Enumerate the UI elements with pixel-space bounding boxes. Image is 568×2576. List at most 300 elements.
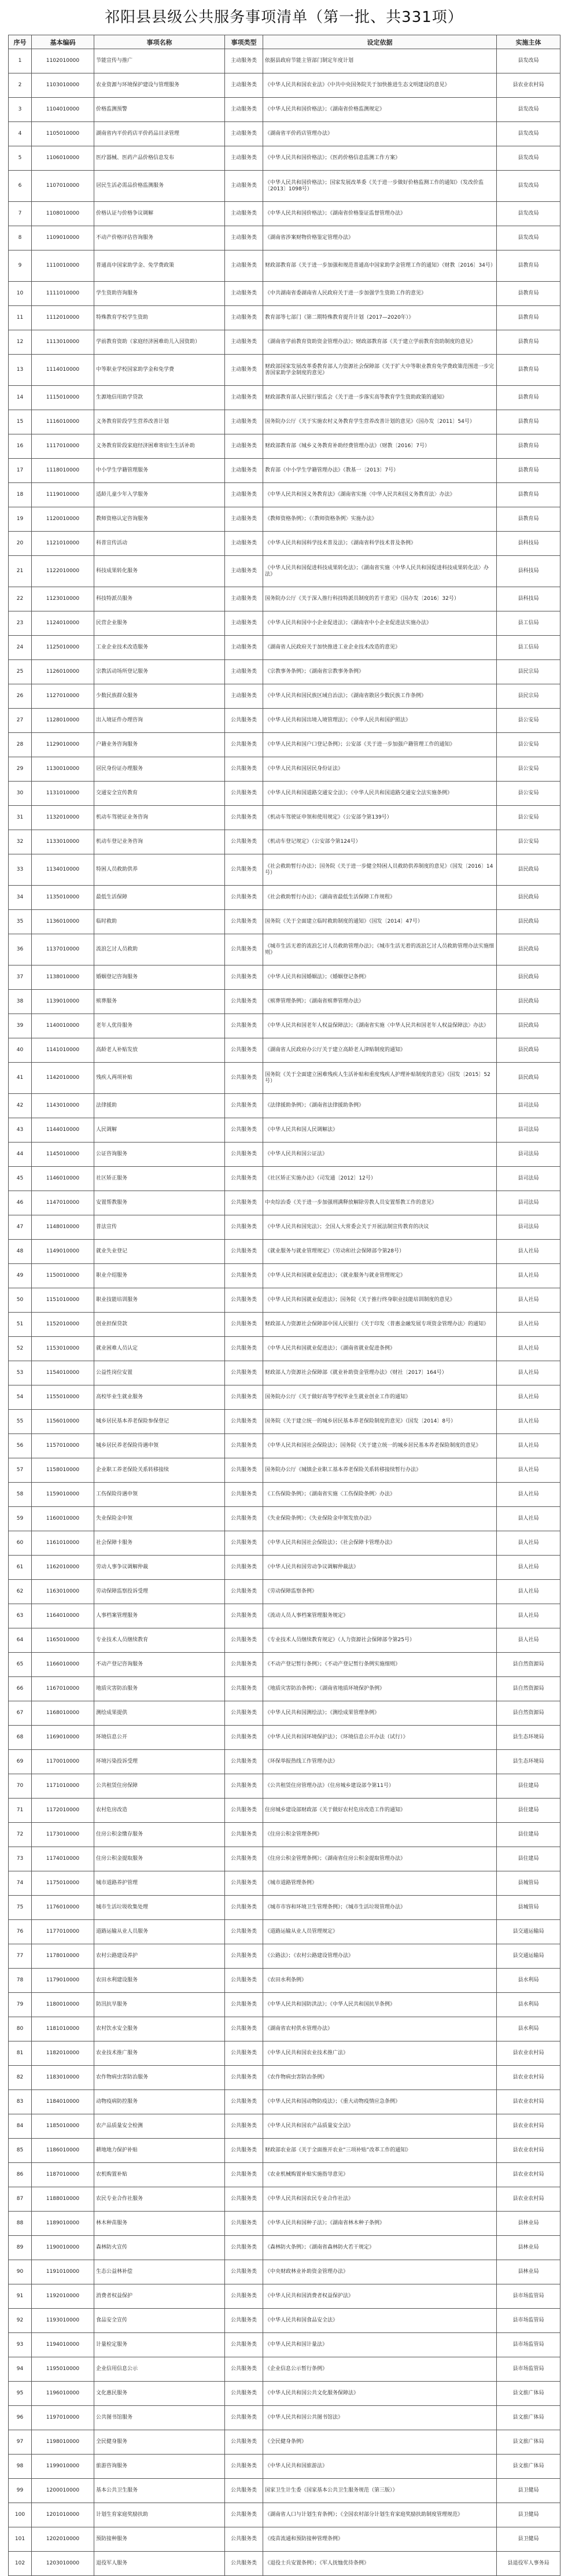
cell-item-name: 农田水利建设服务 — [94, 1969, 225, 1993]
cell-agency: 县司法局 — [497, 1215, 560, 1240]
table-row — [9, 2236, 560, 2260]
cell-item-name: 公益性岗位安置 — [94, 1361, 225, 1385]
cell-item-type: 公共服务类 — [225, 2382, 263, 2406]
cell-item-type: 主动服务类 — [225, 226, 263, 250]
cell-basis: 财政部教育部《关于进一步加强和规范普通高中国家助学金管理工作的通知》（财教〔2016〕34号） — [263, 250, 497, 282]
cell-code: 1203010000 — [32, 2552, 94, 2576]
cell-item-type: 公共服务类 — [225, 854, 263, 886]
table-row — [9, 1628, 560, 1653]
cell-seq: 20 — [9, 532, 32, 556]
cell-seq: 98 — [9, 2455, 32, 2479]
cell-item-name: 价格监测预警 — [94, 98, 225, 122]
cell-seq: 32 — [9, 830, 32, 854]
table-row — [9, 122, 560, 146]
cell-seq: 6 — [9, 171, 32, 202]
cell-code: 1161010000 — [32, 1531, 94, 1556]
table-row — [9, 386, 560, 410]
cell-seq: 80 — [9, 2017, 32, 2041]
cell-item-type: 主动服务类 — [225, 73, 263, 98]
cell-basis: 财政部人力资源社会保障部《就业补助资金管理办法》（财社〔2017〕164号） — [263, 1361, 497, 1385]
table-row — [9, 1264, 560, 1288]
cell-code: 1146010000 — [32, 1167, 94, 1191]
cell-code: 1108010000 — [32, 202, 94, 226]
cell-item-name: 不动产登记咨询服务 — [94, 1653, 225, 1677]
cell-seq: 29 — [9, 757, 32, 782]
cell-item-name: 全民健身服务 — [94, 2430, 225, 2455]
cell-code: 1155010000 — [32, 1385, 94, 1410]
cell-item-type: 主动服务类 — [225, 98, 263, 122]
table-row — [9, 1288, 560, 1313]
cell-item-name: 残疾人两项补贴 — [94, 1063, 225, 1094]
cell-code: 1174010000 — [32, 1847, 94, 1871]
cell-basis: 国务院办公厅《关于深入推行科技特派员制度的若干意见》（国办发〔2016〕32号） — [263, 587, 497, 611]
cell-item-name: 安置帮教服务 — [94, 1191, 225, 1215]
cell-item-type: 公共服务类 — [225, 2066, 263, 2090]
cell-basis: 《湖南省涉案财物价格鉴定管理办法》 — [263, 226, 497, 250]
cell-item-type: 公共服务类 — [225, 1038, 263, 1063]
cell-code: 1132010000 — [32, 806, 94, 830]
cell-item-type: 公共服务类 — [225, 2503, 263, 2527]
cell-basis: 《中华人民共和国价格法》；《医药价格信息监测工作方案》 — [263, 146, 497, 171]
cell-item-type: 公共服务类 — [225, 2090, 263, 2114]
cell-item-type: 公共服务类 — [225, 965, 263, 990]
cell-item-type: 公共服务类 — [225, 1799, 263, 1823]
cell-item-type: 主动服务类 — [225, 410, 263, 434]
cell-item-type: 公共服务类 — [225, 2236, 263, 2260]
cell-agency: 县民政局 — [497, 934, 560, 965]
table-row — [9, 886, 560, 910]
cell-basis: 中央综治委《关于进一步加强刑满释放解除劳教人员安置帮教工作的意见》 — [263, 1191, 497, 1215]
cell-code: 1128010000 — [32, 709, 94, 733]
cell-basis: 《湖南省学前教育资助资金管理办法》；财政部教育部《关于建立学前教育资助制度的意见》 — [263, 330, 497, 355]
cell-item-name: 住房公积金缴存服务 — [94, 1823, 225, 1847]
cell-item-type: 公共服务类 — [225, 1993, 263, 2017]
cell-agency: 县发改局 — [497, 171, 560, 202]
cell-agency: 县公安局 — [497, 806, 560, 830]
cell-seq: 66 — [9, 1677, 32, 1701]
cell-item-name: 老年人优待服务 — [94, 1014, 225, 1038]
cell-agency: 县人社局 — [497, 1604, 560, 1628]
table-row — [9, 2066, 560, 2090]
cell-item-name: 普通高中国家助学金、免学费政策 — [94, 250, 225, 282]
cell-code: 1119010000 — [32, 483, 94, 507]
cell-item-type: 公共服务类 — [225, 1604, 263, 1628]
cell-agency: 县人社局 — [497, 1410, 560, 1434]
cell-item-type: 公共服务类 — [225, 1726, 263, 1750]
cell-agency: 县教育局 — [497, 459, 560, 483]
cell-agency: 县人社局 — [497, 1313, 560, 1337]
table-row — [9, 934, 560, 965]
table-row — [9, 2139, 560, 2163]
cell-seq: 28 — [9, 733, 32, 757]
cell-basis: 《中华人民共和国民族区域自治法》；《湖南省散居少数民族工作条例》 — [263, 684, 497, 709]
table-row — [9, 1531, 560, 1556]
cell-seq: 36 — [9, 934, 32, 965]
cell-code: 1137010000 — [32, 934, 94, 965]
cell-agency: 县教育局 — [497, 410, 560, 434]
cell-seq: 51 — [9, 1313, 32, 1337]
cell-seq: 99 — [9, 2479, 32, 2503]
cell-item-type: 主动服务类 — [225, 459, 263, 483]
cell-seq: 78 — [9, 1969, 32, 1993]
cell-item-name: 食品安全宣传 — [94, 2309, 225, 2333]
cell-agency: 县科技局 — [497, 532, 560, 556]
cell-seq: 91 — [9, 2284, 32, 2309]
cell-code: 1193010000 — [32, 2309, 94, 2333]
cell-agency: 县自然资源局 — [497, 1701, 560, 1726]
cell-item-type: 主动服务类 — [225, 282, 263, 306]
cell-item-type: 主动服务类 — [225, 49, 263, 73]
cell-seq: 93 — [9, 2333, 32, 2357]
cell-agency: 县民政局 — [497, 1063, 560, 1094]
cell-item-type: 主动服务类 — [225, 202, 263, 226]
table-row — [9, 2333, 560, 2357]
cell-basis: 《中华人民共和国价格法》；国家发展改革委《关于进一步做好价格监测工作的通知》（发改价监〔2013〕1098号） — [263, 171, 497, 202]
cell-seq: 38 — [9, 990, 32, 1014]
cell-code: 1106010000 — [32, 146, 94, 171]
cell-agency: 县自然资源局 — [497, 1677, 560, 1701]
table-row — [9, 532, 560, 556]
table-row — [9, 1014, 560, 1038]
table-row — [9, 587, 560, 611]
cell-agency: 县发改局 — [497, 98, 560, 122]
cell-agency: 县水利局 — [497, 2017, 560, 2041]
cell-basis: 《中华人民共和国促进科技成果转化法》；《湖南省实施〈中华人民共和国促进科技成果转化法〉办法》 — [263, 556, 497, 587]
cell-basis: 《湖南省人民政府关于加快推进工业企业技术改造的意见》 — [263, 636, 497, 660]
cell-agency: 县民政局 — [497, 965, 560, 990]
cell-item-name: 城乡居民养老保险待遇申领 — [94, 1434, 225, 1458]
table-row — [9, 1653, 560, 1677]
table-row — [9, 1191, 560, 1215]
cell-basis: 《企业信息公示暂行条例》 — [263, 2357, 497, 2382]
table-row — [9, 1337, 560, 1361]
cell-seq: 96 — [9, 2406, 32, 2430]
cell-basis: 《疫苗流通和预防接种管理条例》 — [263, 2527, 497, 2552]
cell-item-type: 公共服务类 — [225, 1774, 263, 1799]
cell-item-type: 公共服务类 — [225, 709, 263, 733]
cell-code: 1197010000 — [32, 2406, 94, 2430]
cell-code: 1148010000 — [32, 1215, 94, 1240]
cell-item-type: 主动服务类 — [225, 611, 263, 636]
cell-item-type: 公共服务类 — [225, 2187, 263, 2212]
cell-agency: 县人社局 — [497, 1458, 560, 1483]
cell-seq: 72 — [9, 1823, 32, 1847]
cell-item-type: 主动服务类 — [225, 587, 263, 611]
cell-agency: 县人社局 — [497, 1240, 560, 1264]
cell-agency: 县民政局 — [497, 886, 560, 910]
cell-seq: 42 — [9, 1094, 32, 1118]
cell-basis: 国务院办公厅《关于实施农村义务教育学生营养改善计划的意见》（国办发〔2011〕54号） — [263, 410, 497, 434]
cell-agency: 县教育局 — [497, 386, 560, 410]
cell-item-type: 主动服务类 — [225, 636, 263, 660]
cell-agency: 县发改局 — [497, 146, 560, 171]
cell-item-name: 出入境证件办理咨询 — [94, 709, 225, 733]
cell-basis: 《中华人民共和国测绘法》；《测绘成果管理条例》 — [263, 1701, 497, 1726]
cell-basis: 《农业机械购置补贴实施指导意见》 — [263, 2163, 497, 2187]
cell-agency: 县农业农村局 — [497, 2090, 560, 2114]
cell-basis: 《中华人民共和国农民专业合作社法》 — [263, 2187, 497, 2212]
cell-item-name: 耕地地力保护补贴 — [94, 2139, 225, 2163]
cell-seq: 26 — [9, 684, 32, 709]
cell-basis: 国务院《关于全面建立临时救助制度的通知》（国发〔2014〕47号） — [263, 910, 497, 934]
cell-seq: 74 — [9, 1871, 32, 1896]
cell-agency: 县发改局 — [497, 226, 560, 250]
cell-agency: 县农业农村局 — [497, 2163, 560, 2187]
cell-item-type: 公共服务类 — [225, 2309, 263, 2333]
cell-agency: 县教育局 — [497, 483, 560, 507]
cell-item-name: 公共租赁住房保障 — [94, 1774, 225, 1799]
table-row — [9, 2260, 560, 2284]
cell-agency: 县生态环境局 — [497, 1750, 560, 1774]
cell-code: 1189010000 — [32, 2212, 94, 2236]
cell-item-name: 劳动人事争议调解仲裁 — [94, 1556, 225, 1580]
cell-item-type: 主动服务类 — [225, 507, 263, 532]
cell-code: 1175010000 — [32, 1871, 94, 1896]
cell-item-type: 公共服务类 — [225, 1361, 263, 1385]
cell-basis: 《中华人民共和国就业促进法》；国务院《关于推行终身职业技能培训制度的意见》 — [263, 1288, 497, 1313]
cell-basis: 《中华人民共和国消费者权益保护法》 — [263, 2284, 497, 2309]
cell-basis: 《中华人民共和国老年人权益保障法》；《湖南省实施〈中华人民共和国老年人权益保障法〉办法》 — [263, 1014, 497, 1038]
cell-code: 1194010000 — [32, 2333, 94, 2357]
cell-code: 1131010000 — [32, 782, 94, 806]
cell-basis: 国务院办公厅《关于做好高等学校毕业生就业创业工作的通知》 — [263, 1385, 497, 1410]
table-row — [9, 1118, 560, 1143]
cell-item-name: 城乡居民基本养老保险参保登记 — [94, 1410, 225, 1434]
cell-code: 1191010000 — [32, 2260, 94, 2284]
cell-code: 1199010000 — [32, 2455, 94, 2479]
cell-agency: 县科技局 — [497, 556, 560, 587]
cell-code: 1123010000 — [32, 587, 94, 611]
cell-item-name: 公共图书馆服务 — [94, 2406, 225, 2430]
table-row — [9, 830, 560, 854]
cell-item-type: 公共服务类 — [225, 2163, 263, 2187]
table-row — [9, 910, 560, 934]
table-row — [9, 2455, 560, 2479]
cell-basis: 《社会救助暂行办法》；《湖南省最低生活保障工作规程》 — [263, 886, 497, 910]
cell-item-name: 职业技能培训服务 — [94, 1288, 225, 1313]
cell-code: 1169010000 — [32, 1726, 94, 1750]
cell-code: 1147010000 — [32, 1191, 94, 1215]
cell-item-name: 农村危房改造 — [94, 1799, 225, 1823]
cell-item-name: 法律援助 — [94, 1094, 225, 1118]
cell-item-type: 公共服务类 — [225, 1653, 263, 1677]
cell-seq: 3 — [9, 98, 32, 122]
table-row — [9, 1799, 560, 1823]
cell-code: 1129010000 — [32, 733, 94, 757]
cell-basis: 《地质灾害防治条例》；《湖南省地质环境保护条例》 — [263, 1677, 497, 1701]
cell-basis: 《就业服务与就业管理规定》（劳动和社会保障部令第28号） — [263, 1240, 497, 1264]
cell-item-name: 测绘成果提供 — [94, 1701, 225, 1726]
cell-code: 1117010000 — [32, 434, 94, 459]
cell-basis: 《住房公积金管理条例》；《湖南省住房公积金提取管理办法》 — [263, 1847, 497, 1871]
cell-seq: 67 — [9, 1701, 32, 1726]
cell-seq: 77 — [9, 1944, 32, 1969]
cell-item-type: 公共服务类 — [225, 1556, 263, 1580]
cell-basis: 《中华人民共和国就业促进法》；《湖南省就业促进条例》 — [263, 1337, 497, 1361]
cell-seq: 8 — [9, 226, 32, 250]
cell-basis: 《中华人民共和国人民调解法》 — [263, 1118, 497, 1143]
cell-code: 1167010000 — [32, 1677, 94, 1701]
cell-code: 1122010000 — [32, 556, 94, 587]
cell-basis: 《中华人民共和国居民身份证法》 — [263, 757, 497, 782]
cell-code: 1179010000 — [32, 1969, 94, 1993]
cell-seq: 57 — [9, 1458, 32, 1483]
table-body — [9, 49, 560, 2576]
cell-item-name: 民营企业服务 — [94, 611, 225, 636]
cell-agency: 县民宗局 — [497, 660, 560, 684]
cell-code: 1138010000 — [32, 965, 94, 990]
cell-basis: 《中华人民共和国旅游法》 — [263, 2455, 497, 2479]
cell-agency: 县司法局 — [497, 1167, 560, 1191]
cell-item-name: 退役军人服务 — [94, 2552, 225, 2576]
cell-basis: 国务院《关于建立统一的城乡居民基本养老保险制度的意见》（国发〔2014〕8号） — [263, 1410, 497, 1434]
cell-agency: 县公安局 — [497, 757, 560, 782]
cell-item-type: 公共服务类 — [225, 1167, 263, 1191]
cell-item-name: 生源地信用助学贷款 — [94, 386, 225, 410]
cell-item-name: 环境信息公开 — [94, 1726, 225, 1750]
cell-basis: 《中华人民共和国道路交通安全法》；《中华人民共和国道路交通安全法实施条例》 — [263, 782, 497, 806]
cell-agency: 县民政局 — [497, 854, 560, 886]
cell-seq: 75 — [9, 1896, 32, 1920]
cell-item-name: 机动车驾驶证业务咨询 — [94, 806, 225, 830]
cell-basis: 《中华人民共和国社会保险法》；国务院《关于建立统一的城乡居民基本养老保险制度的意见》 — [263, 1434, 497, 1458]
cell-seq: 87 — [9, 2187, 32, 2212]
cell-item-type: 公共服务类 — [225, 2455, 263, 2479]
table-row — [9, 2212, 560, 2236]
cell-agency: 县科技局 — [497, 587, 560, 611]
table-row — [9, 355, 560, 386]
cell-basis: 《中华人民共和国种子法》；《湖南省林木种子条例》 — [263, 2212, 497, 2236]
cell-agency: 县人社局 — [497, 1337, 560, 1361]
cell-code: 1133010000 — [32, 830, 94, 854]
cell-item-name: 道路运输从业人员服务 — [94, 1920, 225, 1944]
cell-basis: 《工伤保险条例》；《湖南省实施〈工伤保险条例〉办法》 — [263, 1483, 497, 1507]
cell-seq: 55 — [9, 1410, 32, 1434]
cell-item-type: 公共服务类 — [225, 2406, 263, 2430]
cell-agency: 县人社局 — [497, 1434, 560, 1458]
cell-item-type: 公共服务类 — [225, 2430, 263, 2455]
table-row — [9, 1677, 560, 1701]
table-row — [9, 1038, 560, 1063]
table-row — [9, 1313, 560, 1337]
cell-agency: 县民政局 — [497, 990, 560, 1014]
cell-agency: 县民宗局 — [497, 684, 560, 709]
cell-item-name: 预防接种服务 — [94, 2527, 225, 2552]
cell-item-name: 就业困难人员认定 — [94, 1337, 225, 1361]
cell-seq: 27 — [9, 709, 32, 733]
table-row — [9, 2552, 560, 2576]
cell-code: 1172010000 — [32, 1799, 94, 1823]
cell-item-name: 文化惠民服务 — [94, 2382, 225, 2406]
cell-item-name: 居民生活必需品价格监测服务 — [94, 171, 225, 202]
cell-agency: 县农业农村局 — [497, 2187, 560, 2212]
cell-code: 1102010000 — [32, 49, 94, 73]
cell-code: 1112010000 — [32, 306, 94, 330]
table-row — [9, 2090, 560, 2114]
cell-basis: 《农田水利条例》 — [263, 1969, 497, 1993]
cell-code: 1107010000 — [32, 171, 94, 202]
table-row — [9, 1969, 560, 1993]
cell-agency: 县人社局 — [497, 1628, 560, 1653]
cell-seq: 50 — [9, 1288, 32, 1313]
cell-agency: 县住建局 — [497, 1774, 560, 1799]
cell-item-name: 教师资格认定咨询服务 — [94, 507, 225, 532]
cell-code: 1173010000 — [32, 1823, 94, 1847]
cell-item-type: 公共服务类 — [225, 1288, 263, 1313]
cell-item-name: 科普宣传活动 — [94, 532, 225, 556]
cell-seq: 34 — [9, 886, 32, 910]
table-row — [9, 1507, 560, 1531]
cell-seq: 86 — [9, 2163, 32, 2187]
cell-agency: 县林业局 — [497, 2212, 560, 2236]
cell-agency: 县教育局 — [497, 355, 560, 386]
table-row — [9, 1361, 560, 1385]
cell-code: 1184010000 — [32, 2090, 94, 2114]
cell-seq: 85 — [9, 2139, 32, 2163]
cell-basis: 《中华人民共和国中小企业促进法》；《湖南省中小企业促进法实施办法》 — [263, 611, 497, 636]
cell-agency: 县人社局 — [497, 1361, 560, 1385]
cell-basis: 《中华人民共和国价格法》；《湖南省价格监测规定》 — [263, 98, 497, 122]
cell-basis: 教育部等七部门《第二期特殊教育提升计划（2017—2020年）》 — [263, 306, 497, 330]
table-row — [9, 1993, 560, 2017]
cell-code: 1115010000 — [32, 386, 94, 410]
cell-basis: 国家卫生计生委《国家基本公共卫生服务规范（第三版）》 — [263, 2479, 497, 2503]
cell-item-type: 主动服务类 — [225, 330, 263, 355]
cell-agency: 县住建局 — [497, 1847, 560, 1871]
cell-code: 1157010000 — [32, 1434, 94, 1458]
cell-basis: 财政部教育部人民银行银监会《关于进一步落实高等教育学生资助政策的通知》 — [263, 386, 497, 410]
cell-agency: 县民政局 — [497, 1038, 560, 1063]
table-row — [9, 1410, 560, 1434]
cell-seq: 64 — [9, 1628, 32, 1653]
cell-code: 1171010000 — [32, 1774, 94, 1799]
cell-item-name: 殡葬服务 — [94, 990, 225, 1014]
cell-basis: 《退役士兵安置条例》；《军人抚恤优待条例》 — [263, 2552, 497, 2576]
cell-basis: 《中华人民共和国农业法》《中共中央国务院关于加快推进生态文明建设的意见》 — [263, 73, 497, 98]
cell-agency: 县教育局 — [497, 282, 560, 306]
cell-item-type: 公共服务类 — [225, 1871, 263, 1896]
cell-code: 1156010000 — [32, 1410, 94, 1434]
cell-agency: 县发改局 — [497, 122, 560, 146]
cell-seq: 16 — [9, 434, 32, 459]
table-row — [9, 1094, 560, 1118]
cell-item-type: 公共服务类 — [225, 1240, 263, 1264]
cell-basis: 《环保举报热线工作管理办法》 — [263, 1750, 497, 1774]
cell-agency: 县发改局 — [497, 49, 560, 73]
cell-agency: 县人社局 — [497, 1556, 560, 1580]
cell-item-name: 旅游咨询服务 — [94, 2455, 225, 2479]
cell-agency: 县住建局 — [497, 1823, 560, 1847]
cell-code: 1136010000 — [32, 910, 94, 934]
cell-item-type: 主动服务类 — [225, 306, 263, 330]
cell-basis: 《流动人员人事档案管理服务规定》 — [263, 1604, 497, 1628]
cell-item-type: 公共服务类 — [225, 886, 263, 910]
cell-seq: 90 — [9, 2260, 32, 2284]
cell-seq: 95 — [9, 2382, 32, 2406]
table-row — [9, 1871, 560, 1896]
cell-item-type: 公共服务类 — [225, 1701, 263, 1726]
table-row — [9, 1143, 560, 1167]
cell-agency: 县卫健局 — [497, 2503, 560, 2527]
cell-agency: 县教育局 — [497, 306, 560, 330]
cell-item-type: 公共服务类 — [225, 2017, 263, 2041]
cell-agency: 县司法局 — [497, 1143, 560, 1167]
cell-seq: 46 — [9, 1191, 32, 1215]
cell-agency: 县人社局 — [497, 1580, 560, 1604]
cell-code: 1202010000 — [32, 2527, 94, 2552]
cell-item-name: 学前教育资助（家庭经济困难幼儿入园资助） — [94, 330, 225, 355]
table-row — [9, 2430, 560, 2455]
